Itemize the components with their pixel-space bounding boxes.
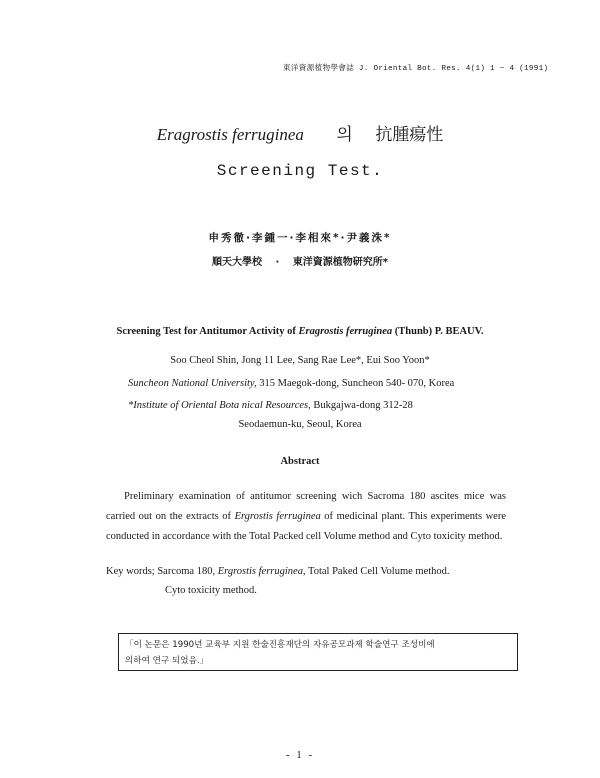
- english-title: [0, 326, 600, 337]
- page-number: - 1 -: [285, 749, 315, 761]
- funding-note-line-2: 의하여 연구 되었음.」: [125, 656, 209, 666]
- keywords-label: Key words;: [106, 566, 155, 577]
- english-affiliation-1: [128, 378, 454, 389]
- title-particle: 의: [336, 125, 353, 144]
- english-affiliation-2: [128, 400, 413, 411]
- english-address-line: Seodaemun-ku, Seoul, Korea: [238, 419, 362, 430]
- abstract-text-b: of medicinal plant. This experiments were conducted in accordance with the Total Packed cell Volume method and Cyto toxicity method.: [106, 511, 506, 542]
- keywords-line-1: [106, 566, 450, 577]
- keywords-line-2: Cyto toxicity method.: [165, 585, 257, 596]
- affiliation-1-name: Suncheon National University,: [128, 378, 257, 389]
- abstract-paragraph: [106, 487, 506, 547]
- authors-korean: 申秀徹·李鍾一·李相來*·尹義洙*: [208, 232, 392, 244]
- paper-subtitle: Screening Test.: [216, 162, 384, 180]
- funding-note-line-1: 「이 논문은 1990년 교육부 지원 한술진흥재단의 자유공모과제 학술연구 조성비에: [125, 640, 435, 650]
- affiliation-1-address: 315 Maegok-dong, Suncheon 540- 070, Korea: [256, 378, 455, 389]
- affiliation-2-address: Bukgajwa-dong 312-28: [310, 400, 413, 411]
- keywords-species: Ergrostis ferruginea,: [217, 566, 306, 577]
- english-title-prefix: Screening Test for Antitumor Activity of: [116, 326, 299, 337]
- affiliations-korean: [0, 253, 600, 268]
- english-title-species: Eragrostis ferruginea: [298, 326, 393, 337]
- abstract-heading: Abstract: [280, 456, 320, 467]
- title-korean: 抗腫瘍性: [375, 125, 444, 144]
- affiliation-b: 東洋資源植物研究所*: [292, 257, 388, 268]
- affiliation-a: 順天大學校: [211, 257, 262, 268]
- funding-note-box: [118, 633, 518, 671]
- affiliation-2-name: *Institute of Oriental Bota nical Resources,: [128, 400, 311, 411]
- affiliation-separator: ·: [275, 257, 280, 268]
- english-authors: Soo Cheol Shin, Jong 11 Lee, Sang Rae Lee*, Eui Soo Yoon*: [170, 355, 430, 366]
- abstract-text-a: Preliminary examination of antitumor screening wich Sacroma 180 ascites mice was carried out on the extracts of: [106, 491, 506, 522]
- journal-citation: 東洋資源植物學會誌 J. Oriental Bot. Res. 4(1) 1 ~ 4 (1991): [283, 65, 549, 73]
- english-title-suffix: (Thunb) P. BEAUV.: [392, 326, 484, 337]
- abstract-species: Ergrostis ferruginea: [234, 511, 321, 522]
- keywords-part-2: Total Paked Cell Volume method.: [305, 566, 450, 577]
- keywords-part-1: Sarcoma 180,: [154, 566, 218, 577]
- title-species: Eragrostis ferruginea: [156, 125, 304, 144]
- paper-title: [0, 120, 600, 145]
